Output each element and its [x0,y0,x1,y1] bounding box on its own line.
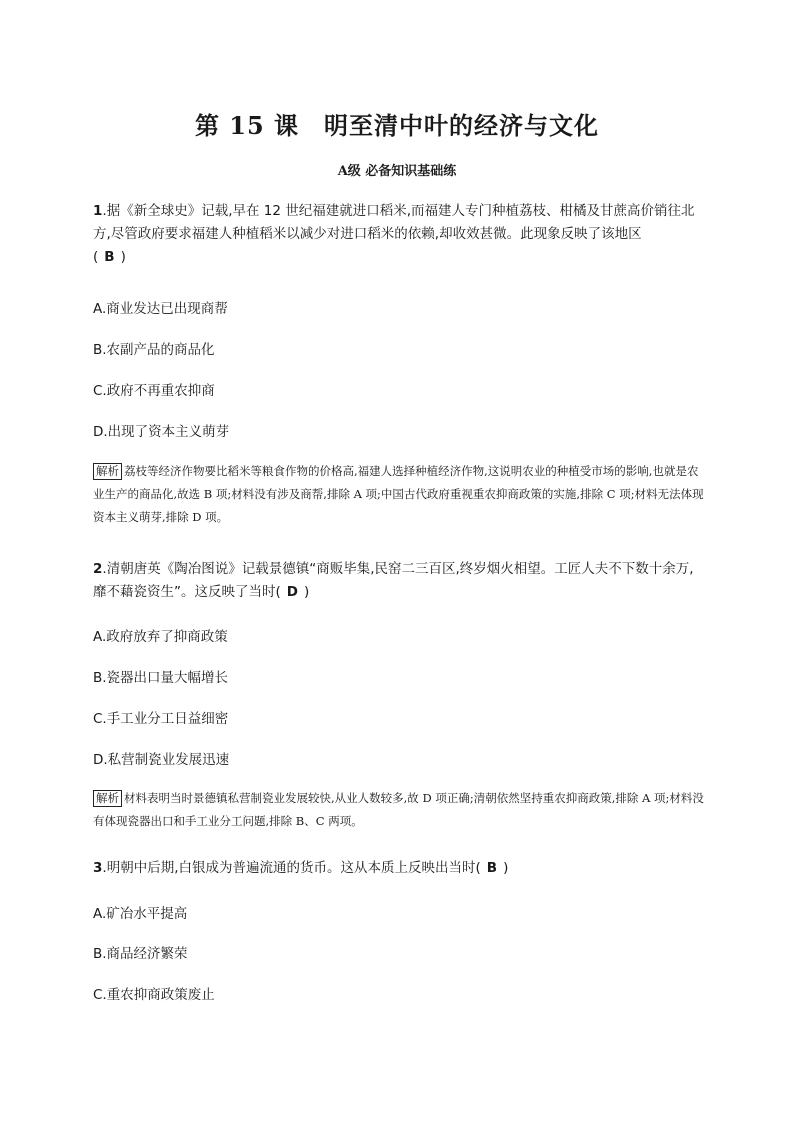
option-b: B.商品经济繁荣 [93,946,188,962]
answer-letter: B [104,249,115,265]
question-1 [93,200,703,269]
option-a: A.政府放弃了抑商政策 [93,629,228,645]
option-a: A.商业发达已出现商帮 [93,301,228,317]
question-number: 2 [93,561,103,577]
question-number: 1 [93,203,103,219]
question-3 [93,857,703,880]
question-2 [93,558,703,604]
option-a: A.矿冶水平提高 [93,906,188,922]
question-text: .明朝中后期,白银成为普遍流通的货币。这从本质上反映出当时( [102,860,481,876]
analysis-tag: 解析 [93,463,122,480]
option-c: C.重农抑商政策废止 [93,987,215,1003]
question-text: .清朝唐英《陶冶图说》记载景德镇“商贩毕集,民窑二三百区,终岁烟火相望。工匠人夫不下数十余万,靡不藉瓷资生”。这反映了当时( [93,561,694,600]
question-text: .据《新全球史》记载,早在 12 世纪福建就进口稻米,而福建人专门种植荔枝、柑橘及甘蔗高价销往北方,尽管政府要求福建人种植稻米以减少对进口稻米的依赖,却收效甚微。此现象反映了该地区 [93,203,695,242]
option-d: D.私营制瓷业发展迅速 [93,752,230,768]
analysis-2 [93,787,705,833]
analysis-text: 材料表明当时景德镇私营制瓷业发展较快,从业人数较多,故 D 项正确;清朝依然坚持重农抑商政策,排除 A 项;材料没有体现瓷器出口和手工业分工问题,排除 B、C 两项。 [93,791,704,828]
section-subtitle: A级 必备知识基础练 [337,164,457,179]
paren-close: ) [503,860,509,876]
answer-letter: D [286,584,298,600]
paren-close: ) [303,584,310,600]
analysis-1 [93,460,705,529]
paren-close: ) [120,249,126,265]
option-c: C.政府不再重农抑商 [93,383,215,399]
option-b: B.瓷器出口量大幅增长 [93,670,229,686]
answer-letter: B [486,860,498,876]
analysis-text: 荔枝等经济作物要比稻米等粮食作物的价格高,福建人选择种植经济作物,这说明农业的种植受市场的影响,也就是农业生产的商品化,故选 B 项;材料没有涉及商帮,排除 A 项;中国古代政府重视重农抑商政策的实施,排除 C 项;材料无法体现资本主义萌芽,排除 D 项。 [93,464,704,524]
page-title: 第 15 课 明至清中叶的经济与文化 [194,111,600,140]
analysis-tag: 解析 [93,790,122,807]
option-d: D.出现了资本主义萌芽 [93,424,230,440]
option-c: C.手工业分工日益细密 [93,711,229,727]
option-b: B.农副产品的商品化 [93,342,215,358]
paren-open: ( [93,249,99,265]
question-number: 3 [93,860,103,876]
